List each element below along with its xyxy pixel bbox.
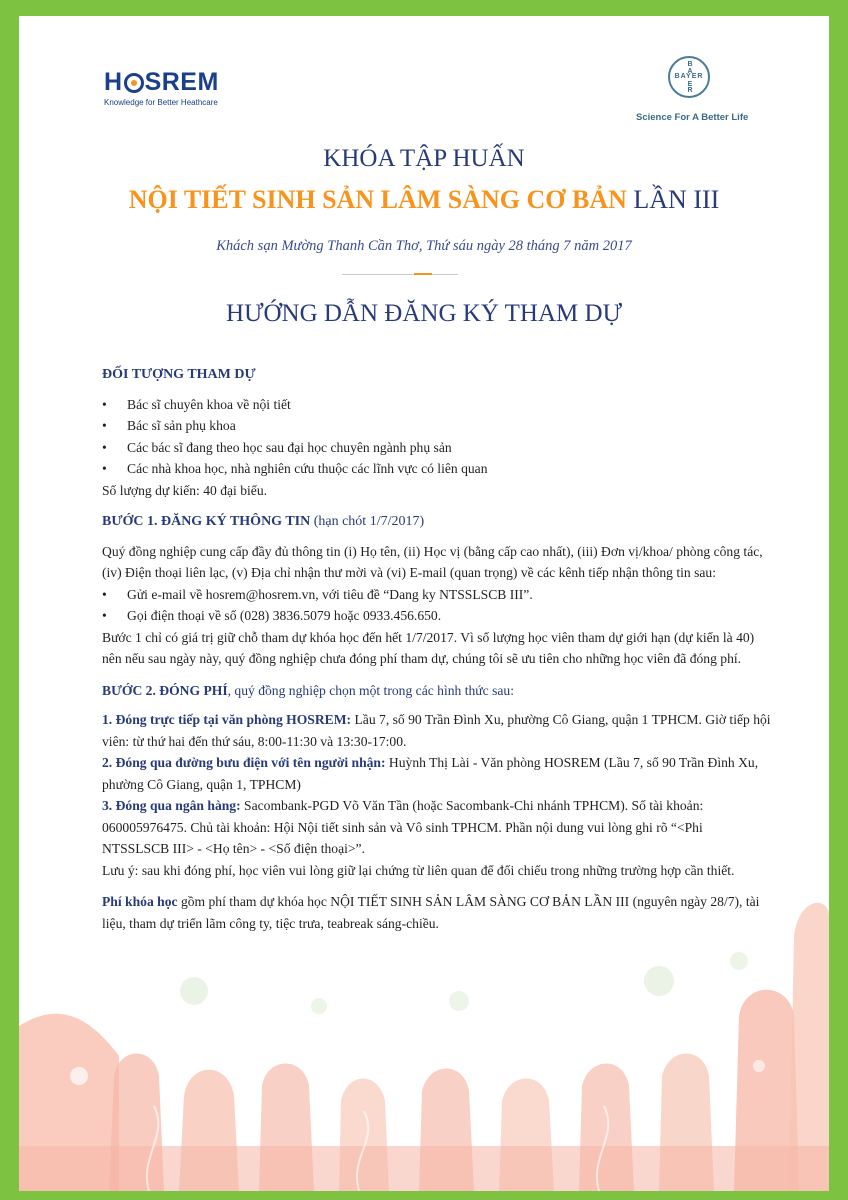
step2-title: BƯỚC 2. ĐÓNG PHÍ — [102, 682, 228, 698]
bayer-slogan: Science For A Better Life — [636, 112, 749, 123]
flyer-page — [19, 16, 829, 1191]
audience-item: • Các nhà khoa học, nhà nghiên cứu thuộc các lĩnh vực có liên quan — [102, 458, 772, 480]
content-body — [102, 364, 772, 934]
audience-heading: ĐỐI TƯỢNG THAM DỰ — [102, 367, 256, 382]
hosrem-tagline: Knowledge for Better Heathcare — [104, 98, 218, 107]
registration-guide-title: HƯỚNG DẪN ĐĂNG KÝ THAM DỰ — [226, 300, 622, 327]
payment-option-label: 2. Đóng qua đường bưu điện với tên người nhận: — [102, 755, 386, 770]
course-name — [19, 185, 829, 215]
payment-option-office — [102, 709, 772, 752]
step2-heading — [102, 680, 772, 702]
payment-option-post — [102, 752, 772, 795]
payment-option-text: Huỳnh Thị Lài - Văn phòng HOSREM (Lầu 7, số 90 Trần Đình Xu, phường Cô Giang, quận 1, TPHCM) — [102, 755, 759, 792]
payment-option-text: Sacombank-PGD Võ Văn Tần (hoặc Sacombank-Chi nhánh TPHCM). Số tài khoản: 060005976475. Chủ tài khoản: Hội Nội tiết sinh sản và Vô sinh TPHCM. Phần nội dung vui lòng ghi rõ “<Phi NTSSLSCB III> - <Họ tên> - <Số điện thoại>”. — [102, 798, 704, 856]
payment-option-label: 3. Đóng qua ngân hàng: — [102, 798, 241, 813]
payment-option-label: 1. Đóng trực tiếp tại văn phòng HOSREM: — [102, 712, 352, 727]
divider-accent — [414, 273, 432, 275]
course-name-highlight: NỘI TIẾT SINH SẢN LÂM SÀNG CƠ BẢN — [128, 185, 627, 214]
hosrem-logo-text-rest: SREM — [144, 68, 219, 96]
payment-option-bank — [102, 795, 772, 860]
audience-item: • Bác sĩ chuyên khoa về nội tiết — [102, 394, 772, 416]
fee-label: Phí khóa học — [102, 894, 178, 909]
hosrem-logo: H SREM Knowledge for Better Heathcare — [104, 68, 219, 107]
divider — [342, 274, 458, 275]
step1-channel-phone: • Gọi điện thoại về số (028) 3836.5079 hoặc 0933.456.650. — [102, 605, 772, 627]
fee-description — [102, 891, 772, 934]
payment-option-text: Lầu 7, số 90 Trần Đình Xu, phường Cô Giang, quận 1 TPHCM. Giờ tiếp hội viên: từ thứ hai đến thứ sáu, 8:00-11:30 và 13:30-17:00. — [102, 712, 771, 749]
step1-intro: Quý đồng nghiệp cung cấp đầy đủ thông tin (i) Họ tên, (ii) Học vị (bằng cấp cao nhất), (iii) Đơn vị/khoa/ phòng công tác, (iv) Điện thoại liên lạc, (v) Địa chỉ nhận thư mời và (vi) E-mail (quan trọng) về các kênh tiếp nhận thông tin sau: — [102, 543, 763, 580]
step1-deadline: (hạn chót 1/7/2017) — [313, 514, 425, 529]
course-title: KHÓA TẬP HUẤN — [323, 145, 525, 172]
step1-heading — [102, 511, 772, 533]
step1-channel-email: • Gửi e-mail về hosrem@hosrem.vn, với tiêu đề “Dang ky NTSSLSCB III”. — [102, 584, 772, 606]
payment-note: Lưu ý: sau khi đóng phí, học viên vui lòng giữ lại chứng từ liên quan để đối chiếu trong những trường hợp cần thiết. — [102, 862, 735, 878]
fee-text: gồm phí tham dự khóa học NỘI TIẾT SINH SẢN LÂM SÀNG CƠ BẢN LẦN III (nguyên ngày 28/7), tài liệu, tham dự triển lãm công ty, tiệc trưa, teabreak sáng-chiều. — [102, 894, 760, 931]
step2-subtitle: , quý đồng nghiệp chọn một trong các hình thức sau: — [227, 682, 514, 698]
expected-attendance: Số lượng dự kiến: 40 đại biểu. — [102, 482, 268, 498]
step1-note: Bước 1 chỉ có giá trị giữ chỗ tham dự khóa học đến hết 1/7/2017. Vì số lượng học viên tham dự giới hạn (dự kiến là 40) nên nếu sau ngày này, quý đồng nghiệp chưa đóng phí tham dự, chúng tôi sẽ ưu tiên cho những học viên đã đóng phí. — [102, 629, 755, 666]
audience-item: • Bác sĩ sản phụ khoa — [102, 415, 772, 437]
bayer-cross-logo: BAYER B A E R — [668, 56, 710, 98]
venue-date: Khách sạn Mường Thanh Cần Thơ, Thứ sáu ngày 28 tháng 7 năm 2017 — [216, 238, 632, 254]
audience-item: • Các bác sĩ đang theo học sau đại học chuyên ngành phụ sản — [102, 437, 772, 459]
course-edition: LẦN III — [633, 185, 720, 214]
step1-title: BƯỚC 1. ĐĂNG KÝ THÔNG TIN — [102, 514, 311, 529]
